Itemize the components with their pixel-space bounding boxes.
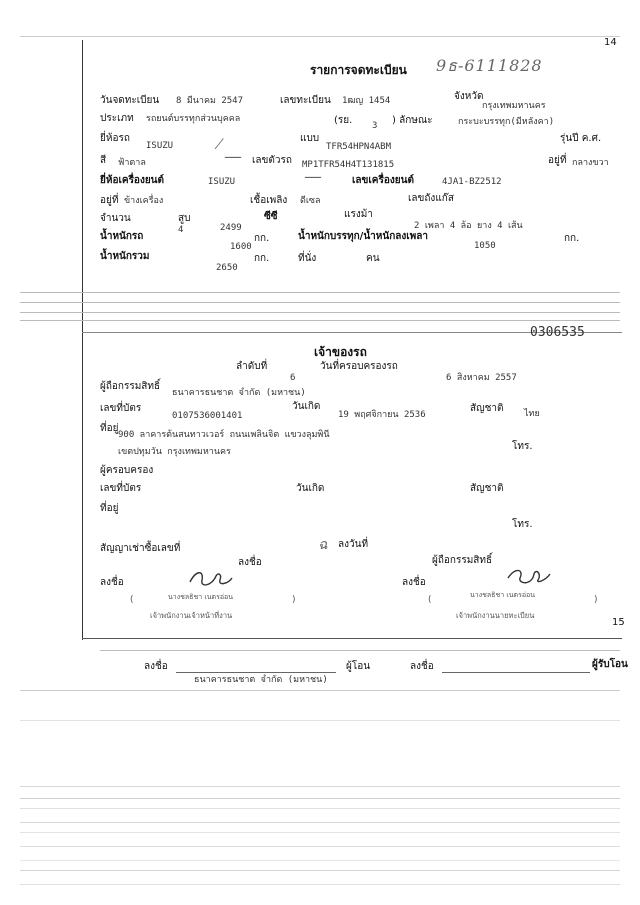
load-value: 1050 — [474, 241, 496, 251]
ruled-line — [20, 798, 620, 799]
bank-name: ธนาคารธนชาต จำกัด (มหาชน) — [194, 675, 328, 685]
ruled-line — [20, 822, 620, 823]
address2-label: ที่อยู่ — [100, 503, 119, 514]
page-number-middle: 15 — [612, 617, 625, 628]
possess-date-value: 6 สิงหาคม 2557 — [446, 373, 517, 383]
paren-left-open: ( — [130, 595, 134, 605]
engine-brand-value: ISUZU — [208, 177, 236, 187]
owner-section-bottom-line — [82, 638, 622, 639]
horsepower-label: แรงม้า — [344, 209, 373, 220]
signature-right-icon — [506, 566, 552, 588]
rs-label: (รย. — [334, 115, 353, 126]
located-label: อยู่ที่ — [548, 155, 567, 166]
receiver-label: ผู้รับโอน — [592, 659, 628, 670]
weight-value: 1600 — [230, 242, 252, 252]
engine-no-label: เลขเครื่องยนต์ — [352, 175, 414, 186]
sign-left-label: ลงชื่อ — [100, 577, 124, 588]
ruled-line — [20, 720, 620, 721]
type-label: ประเภท — [100, 113, 134, 124]
id2-label: เลขที่บัตร — [100, 483, 142, 494]
holder-sign-label: ผู้ถือกรรมสิทธิ์ — [432, 555, 493, 566]
engine-no-value: 4JA1-BZ2512 — [442, 177, 502, 187]
address-line-2: เขตปทุมวัน กรุงเทพมหานคร — [118, 447, 231, 457]
paren-left-close: ) — [292, 595, 296, 605]
model-label: แบบ — [300, 133, 320, 144]
weight-label: น้ำหนักรถ — [100, 231, 144, 242]
fuel-label: เชื้อเพลิง — [250, 195, 288, 206]
ruled-line — [20, 870, 620, 871]
page-number-top: 14 — [604, 37, 617, 48]
gross-weight-value: 2650 — [216, 263, 238, 273]
address-label: ที่อยู่ — [100, 423, 119, 434]
signature-right-role: เจ้าพนักงานนายทะเบียน — [456, 611, 535, 620]
sign-label: ลงชื่อ — [238, 557, 262, 568]
section-divider — [100, 650, 620, 651]
ruled-line — [20, 786, 620, 787]
holder-value: ธนาคารธนชาต จำกัด (มหาชน) — [172, 388, 306, 398]
footer-sign2-label: ลงชื่อ — [410, 661, 434, 672]
cc-value: 2499 — [220, 223, 242, 233]
section-divider — [20, 320, 620, 321]
strike-mark-3: — — [304, 166, 322, 187]
ruled-line — [20, 808, 620, 809]
brand-label: ยี่ห้อรถ — [100, 133, 130, 144]
cylinder-label: สูบ — [178, 213, 191, 224]
id-label: เลขที่บัตร — [100, 403, 142, 414]
kg-label-2: กก. — [564, 233, 580, 244]
birth2-label: วันเกิด — [296, 483, 325, 494]
order-label: ลำดับที่ — [236, 361, 268, 372]
fuel-value: ดีเซล — [300, 196, 321, 206]
gross-weight-label: น้ำหนักรวม — [100, 251, 150, 262]
owner-title: เจ้าของรถ — [314, 345, 367, 359]
year-label: รุ่นปี ค.ศ. — [560, 133, 602, 144]
axle-value: 2 เพลา 4 ล้อ ยาง 4 เส้น — [414, 221, 523, 231]
cc-label: ซีซี — [264, 211, 278, 222]
section-divider — [20, 292, 620, 293]
chassis-label: เลขตัวรถ — [252, 155, 292, 166]
character-label: ) ลักษณะ — [392, 115, 433, 126]
ruled-line — [20, 832, 620, 833]
ruled-line — [20, 846, 620, 847]
order-value: 6 — [290, 373, 296, 383]
strike-mark-1: ⁄ — [218, 137, 221, 153]
plate-value: 1ฒญ 1454 — [342, 96, 391, 106]
registration-date-value: 8 มีนาคม 2547 — [176, 96, 244, 106]
paren-right-close: ) — [594, 595, 598, 605]
rs-value: 3 — [372, 121, 378, 131]
phone2-label: โทร. — [512, 519, 533, 530]
engine-location-value: ข้างเครื่อง — [124, 196, 164, 206]
signature-left-icon — [188, 568, 234, 590]
signature-left-name: นางชลธิชา เนตรอ่อน — [168, 593, 234, 601]
province-value: กรุงเทพมหานคร — [482, 101, 546, 111]
engine-brand-label: ยี่ห้อเครื่องยนต์ — [100, 175, 165, 186]
seat-label: ที่นั่ง — [298, 253, 317, 264]
possessor-label: ผู้ครอบครอง — [100, 465, 154, 476]
birth-label: วันเกิด — [292, 401, 321, 412]
strike-mark-2: — — [224, 146, 242, 167]
kg-label-3: กก. — [254, 253, 270, 264]
nationality2-label: สัญชาติ — [470, 483, 504, 494]
phone-label: โทร. — [512, 441, 533, 452]
signature-left-role: เจ้าพนักงานเจ้าหน้าที่งาน — [150, 611, 233, 620]
engine-location-label: อยู่ที่ — [100, 195, 119, 206]
footer-divider — [20, 690, 620, 691]
section-divider — [20, 302, 620, 303]
lease-date-label: ลงวันที่ — [338, 539, 369, 550]
gas-tank-label: เลขถังแก๊ส — [408, 193, 454, 204]
type-value: รถยนต์บรรทุกส่วนบุคคล — [146, 114, 241, 124]
nationality-value: ไทย — [524, 409, 540, 419]
color-label: สี — [100, 155, 107, 166]
ruled-line — [20, 860, 620, 861]
brand-value: ISUZU — [146, 141, 174, 151]
serial-number: 0306535 — [530, 325, 585, 340]
footer-sign2-line — [442, 672, 590, 673]
ruled-line — [20, 884, 620, 885]
person-label: คน — [366, 253, 380, 264]
handwritten-number: 9ธ-6111828 — [436, 56, 543, 75]
plate-label: เลขทะเบียน — [280, 95, 331, 106]
color-value: ฟ้าตาล — [118, 158, 146, 168]
character-value: กระบะบรรทุก(มีหลังคา) — [458, 117, 555, 127]
footer-sign1-label: ลงชื่อ — [144, 661, 168, 672]
registration-title: รายการจดทะเบียน — [310, 63, 407, 77]
lease-date-mark: ฉ — [318, 537, 328, 553]
located-value: กลางขวา — [572, 158, 609, 168]
province-label: จังหวัด — [454, 91, 484, 102]
left-margin-line — [82, 40, 83, 640]
sign-right-label: ลงชื่อ — [402, 577, 426, 588]
registration-date-label: วันจดทะเบียน — [100, 95, 160, 106]
paren-right-open: ( — [428, 595, 432, 605]
nationality-label: สัญชาติ — [470, 403, 504, 414]
giver-label: ผู้โอน — [346, 661, 371, 672]
kg-label-1: กก. — [254, 233, 270, 244]
footer-sign1-line — [176, 672, 336, 673]
address-line-1: 900 ลาคารต้นสนทาวเวอร์ ถนนเพลินจิต แขวงลุมพินี — [118, 430, 330, 440]
id-value: 0107536001401 — [172, 411, 243, 421]
possess-date-label: วันที่ครอบครองรถ — [320, 361, 398, 372]
top-border-line — [20, 36, 620, 37]
load-label: น้ำหนักบรรทุก/น้ำหนักลงเพลา — [298, 231, 429, 242]
lease-label: สัญญาเช่าซื้อเลขที่ — [100, 543, 181, 554]
holder-label: ผู้ถือกรรมสิทธิ์ — [100, 381, 161, 392]
model-value: TFR54HPN4ABM — [326, 142, 392, 152]
count-value: 4 — [178, 225, 184, 235]
signature-right-name: นางชลธิชา เนตรอ่อน — [470, 591, 536, 599]
section-divider — [20, 312, 620, 313]
chassis-value: MP1TFR54H4T131815 — [302, 160, 395, 170]
birth-value: 19 พฤศจิกายน 2536 — [338, 410, 426, 420]
count-label: จำนวน — [100, 213, 131, 224]
